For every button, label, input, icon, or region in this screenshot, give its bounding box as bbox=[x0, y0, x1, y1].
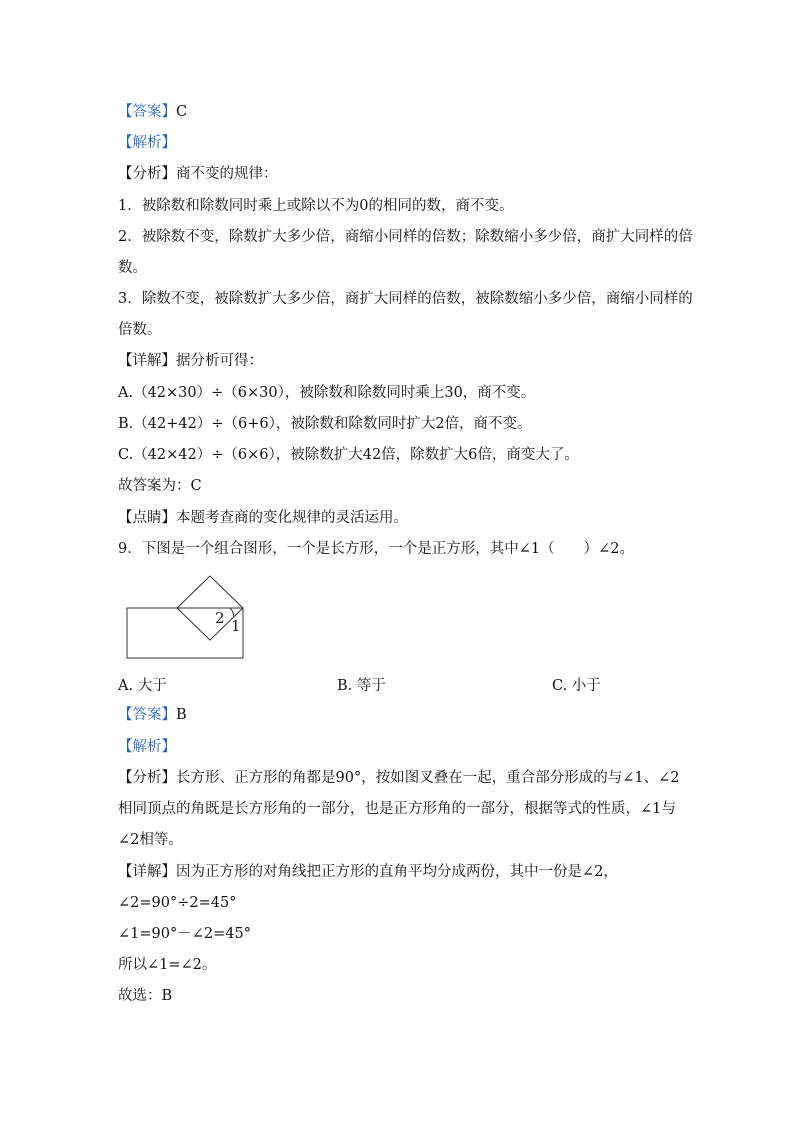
q8-dianjing-line bbox=[118, 508, 408, 528]
rule-1: 1．被除数和除数同时乘上或除以不为0的相同的数，商不变。 bbox=[118, 198, 514, 214]
analysis-tag: 【解析】 bbox=[118, 135, 176, 151]
answer-value: B bbox=[176, 707, 187, 723]
q8-fenxi-line bbox=[118, 164, 278, 184]
q8-final-answer: 故答案为：C bbox=[118, 478, 202, 494]
equation-1: ∠2=90°÷2=45° bbox=[118, 895, 237, 911]
fenxi-tag: 【分析】 bbox=[118, 166, 176, 182]
option-b-explanation: B.（42+42）÷（6+6），被除数和除数同时扩大2倍，商不变。 bbox=[118, 416, 532, 432]
q9-analysis-heading bbox=[118, 737, 176, 757]
q9-answer-line bbox=[118, 705, 187, 725]
choice-c: C. 小于 bbox=[552, 678, 601, 694]
dianjing-tag: 【点睛】 bbox=[118, 510, 176, 526]
rule-3-line-a: 3．除数不变，被除数扩大多少倍，商扩大同样的倍数，被除数缩小多少倍，商缩小同样的 bbox=[118, 291, 693, 307]
detail-text: 因为正方形的对角线把正方形的直角平均分成两份，其中一份是∠2， bbox=[176, 864, 618, 880]
angle-2-label: 2 bbox=[215, 609, 225, 627]
choice-a: A. 大于 bbox=[118, 678, 167, 694]
fenxi-text: 商不变的规律： bbox=[176, 166, 278, 182]
q8-answer-line bbox=[118, 102, 187, 122]
question-9: 9．下图是一个组合图形，一个是长方形，一个是正方形，其中∠1（ ）∠2。 bbox=[118, 541, 634, 557]
detail-tag: 【详解】 bbox=[118, 864, 176, 880]
q9-fenxi-line-a bbox=[118, 768, 679, 788]
rule-3-line-b: 倍数。 bbox=[118, 322, 162, 338]
geometry-figure bbox=[118, 570, 248, 662]
q8-detail-line bbox=[118, 351, 263, 371]
choice-b: B. 等于 bbox=[337, 678, 386, 694]
fenxi-text-a: 长方形、正方形的角都是90°，按如图叉叠在一起，重合部分形成的与∠1、∠2 bbox=[176, 770, 680, 786]
answer-tag: 【答案】 bbox=[118, 707, 176, 723]
detail-text: 据分析可得： bbox=[176, 353, 263, 369]
q9-detail-line bbox=[118, 862, 618, 882]
analysis-tag: 【解析】 bbox=[118, 739, 176, 755]
equation-3: 所以∠1=∠2。 bbox=[118, 957, 217, 973]
equation-2: ∠1=90°－∠2=45° bbox=[118, 926, 251, 942]
detail-tag: 【详解】 bbox=[118, 353, 176, 369]
angle-1-label: 1 bbox=[231, 617, 241, 635]
rule-2-line-a: 2．被除数不变，除数扩大多少倍，商缩小同样的倍数；除数缩小多少倍，商扩大同样的倍 bbox=[118, 229, 693, 245]
rule-2-line-b: 数。 bbox=[118, 260, 147, 276]
option-a-explanation: A.（42×30）÷（6×30），被除数和除数同时乘上30，商不变。 bbox=[118, 385, 536, 401]
q9-fenxi-line-b: 相同顶点的角既是长方形角的一部分，也是正方形角的一部分，根据等式的性质，∠1与 bbox=[118, 801, 676, 817]
q9-fenxi-line-c: ∠2相等。 bbox=[118, 832, 183, 848]
fenxi-tag: 【分析】 bbox=[118, 770, 176, 786]
angle-arc bbox=[230, 608, 234, 617]
dianjing-text: 本题考查商的变化规律的灵活运用。 bbox=[176, 510, 408, 526]
q8-analysis-heading bbox=[118, 133, 176, 153]
option-c-explanation: C.（42×42）÷（6×6），被除数扩大42倍，除数扩大6倍，商变大了。 bbox=[118, 447, 579, 463]
answer-value: C bbox=[176, 104, 188, 120]
answer-tag: 【答案】 bbox=[118, 104, 176, 120]
q9-final-answer: 故选：B bbox=[118, 988, 173, 1004]
